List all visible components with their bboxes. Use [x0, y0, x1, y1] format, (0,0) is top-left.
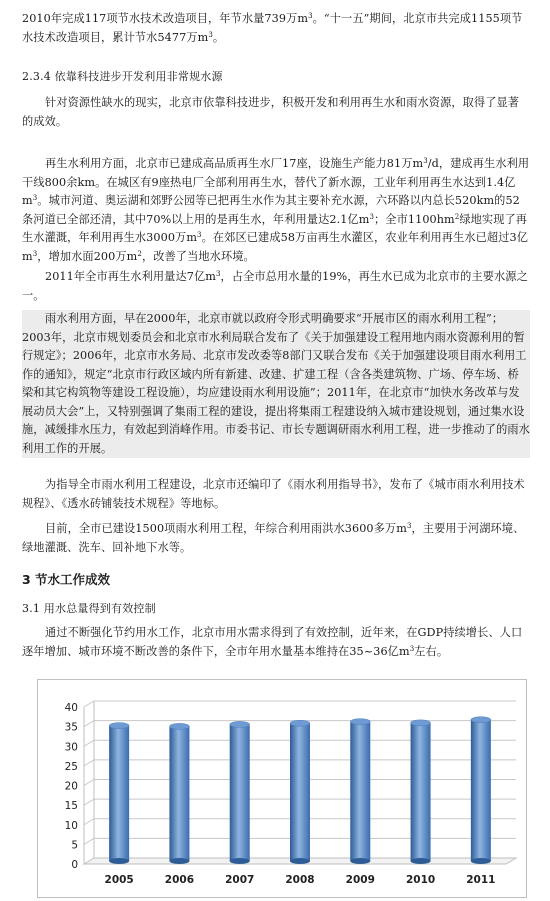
- paragraph-intro-nonconventional: 针对资源性缺水的现实，北京市依靠科技进步，积极开发和利用再生水和雨水资源，取得了显著的成效。: [22, 96, 520, 128]
- y-tick-label: 35: [64, 721, 78, 734]
- y-tick-label: 25: [64, 760, 78, 773]
- bar-cap: [109, 723, 129, 729]
- paragraph-reclaimed-2011: 2011年全市再生水利用量达7亿$m^3$，占全市总用水量的19%，再生水已成为北京市的主要水源之一。: [22, 270, 528, 302]
- bar-cap: [290, 720, 310, 726]
- y-tick-label: 10: [64, 819, 78, 832]
- y-tick-label: 5: [71, 839, 78, 852]
- bar-body: [109, 726, 129, 861]
- bar-base: [290, 858, 310, 864]
- chart-bars: [109, 717, 491, 864]
- bar-body: [169, 726, 189, 861]
- paragraph-rainwater-utilization: 雨水利用方面，早在2000年，北京市就以政府令形式明确要求“开展市区的雨水利用工程”；2003年，北京市规划委员会和北京市水利局联合发布了《关于加强建设工程用地内雨水资源利用的暂行规定》；2006年，北京市水务局、北京市发改委等8部门又联合发布《关于加强建设项目雨水利用工作的通知》，规定“北京市行政区域内所有新建、改建、扩建工程（含各类建筑物、广场、停车场、桥梁和其它构筑物等建设工程设施），均应建设雨水利用设施”；2011年，在北京市“加快水务改革与发展动员大会”上，又特别强调了集雨工程的建设，提出将集雨工程建设纳入城市建设规划，通过集水设施，减缓排水压力，有效起到消峰作用。市委书记、市长专题调研雨水利用工程，进一步推动了的雨水利用工作的开展。: [22, 310, 530, 458]
- paragraph-reclaimed-water: 再生水利用方面，北京市已建成高品质再生水厂17座，设施生产能力81万$m^3/d$，建成再生水利用干线800余km。在城区有9座热电厂全部利用再生水，替代了新水源，工业年利用再生水达到1.4亿$m^3$。城市河道、奥运湖和郊野公园等已把再生水作为其主要补充水源，六环路以内总长520km的52条河道已全部还清，其中70%以上用的是再生水，年利用量达2.1亿$m^3$；全市$1100hm^2$绿地实现了再生水灌溉，年利用再生水3000万$m^3$。在郊区已建成58万亩再生水灌区，农业年利用再生水已超过3亿$m^3$，增加水面200万$m^2$，改善了当地水环境。: [22, 157, 530, 263]
- bar-body: [290, 723, 310, 861]
- bar-2007: [230, 721, 250, 864]
- bar-2010: [411, 720, 431, 864]
- bar-2006: [169, 723, 189, 864]
- x-tick-label: 2005: [104, 874, 134, 886]
- bar-body: [230, 724, 250, 861]
- bar-2011: [471, 717, 491, 864]
- y-tick-label: 15: [64, 800, 78, 813]
- x-tick-label: 2007: [225, 874, 255, 886]
- bar-body: [471, 720, 491, 861]
- bar-base: [350, 858, 370, 864]
- bar-base: [411, 858, 431, 864]
- bar-cap: [471, 717, 491, 723]
- section-heading-3: 3 节水工作成效: [22, 572, 111, 587]
- bar-cap: [350, 719, 370, 725]
- bar-base: [471, 858, 491, 864]
- bar-2008: [290, 720, 310, 864]
- y-tick-label: 40: [64, 702, 78, 714]
- x-tick-label: 2011: [466, 874, 496, 886]
- bar-cap: [169, 723, 189, 729]
- bar-base: [230, 858, 250, 864]
- paragraph-total-water-use: 通过不断强化节约用水工作，北京市用水需求得到了有效控制，近年来，在GDP持续增长、人口逐年增加、城市环境不断改善的条件下，全市年用水量基本维持在35~36亿$m^3$左右。: [22, 626, 523, 658]
- x-tick-label: 2008: [285, 874, 315, 886]
- bar-body: [350, 722, 370, 861]
- x-tick-label: 2010: [405, 874, 436, 886]
- chart-canvas: [38, 680, 526, 897]
- x-tick-label: 2009: [345, 874, 375, 886]
- bar-body: [411, 723, 431, 861]
- paragraph-rainwater-projects: 目前，全市已建设1500项雨水利用工程，年综合利用雨洪水3600多万$m^3$，主要用于河湖环境、绿地灌溉、洗车、回补地下水等。: [22, 522, 525, 554]
- paragraph-rainwater-guidebook: 为指导全市雨水利用工程建设，北京市还编印了《雨水利用指导书》，发布了《城市雨水利用技术规程》、《透水砖铺装技术规程》等地标。: [22, 478, 525, 510]
- bar-base: [169, 858, 189, 864]
- water-use-bar-chart: [37, 679, 527, 898]
- bar-cap: [230, 721, 250, 727]
- bar-2005: [109, 723, 129, 864]
- y-tick-label: 20: [64, 780, 78, 793]
- x-tick-label: 2006: [164, 874, 195, 886]
- section-heading-2-3-4: 2.3.4 依靠科技进步开发利用非常规水源: [22, 70, 223, 83]
- bar-base: [109, 858, 129, 864]
- paragraph-water-saving-2010: 2010年完成117项节水技术改造项目，年节水量739万$m^3$。“十一五”期间，北京市共完成1155项节水技术改造项目，累计节水5477万$m^3$。: [22, 12, 523, 44]
- gridline: [84, 701, 516, 707]
- bar-2009: [350, 719, 370, 864]
- y-tick-label: 30: [64, 741, 78, 754]
- y-tick-label: 0: [71, 859, 78, 871]
- section-heading-3-1: 3.1 用水总量得到有效控制: [22, 602, 156, 615]
- bar-cap: [411, 720, 431, 726]
